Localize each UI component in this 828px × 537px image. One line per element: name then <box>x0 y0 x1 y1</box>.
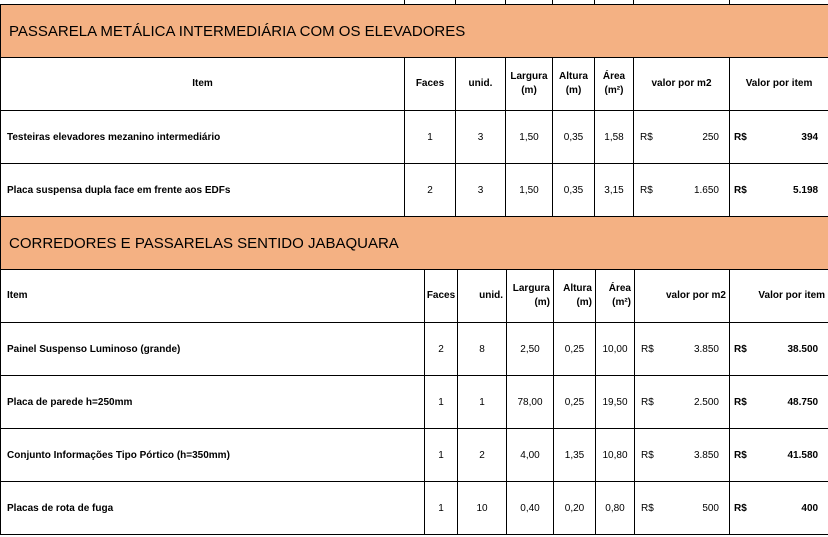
cell-largura[interactable]: 1,50 <box>506 164 553 217</box>
cell-faces[interactable]: 1 <box>425 429 458 482</box>
cell-item[interactable]: Testeiras elevadores mezanino intermediário <box>1 111 405 164</box>
cell-area[interactable]: 0,80 <box>596 482 635 535</box>
cell-altura[interactable]: 0,35 <box>553 111 595 164</box>
cell-currency[interactable]: R$ <box>730 376 760 429</box>
header-altura[interactable]: Altura (m) <box>553 58 595 111</box>
cell-faces[interactable]: 1 <box>425 482 458 535</box>
cell-unid[interactable]: 8 <box>458 323 507 376</box>
cell-item[interactable]: Placas de rota de fuga <box>1 482 425 535</box>
cell-valor-m2[interactable]: 500 <box>665 482 730 535</box>
cell-valor-item[interactable]: 394 <box>760 111 828 164</box>
header-item[interactable]: Item <box>1 58 405 111</box>
table-row <box>1 482 828 535</box>
table-row <box>1 323 828 376</box>
header-area[interactable]: Área (m²) <box>595 58 634 111</box>
cell-valor-m2[interactable]: 3.850 <box>665 429 730 482</box>
cell-altura[interactable]: 0,20 <box>554 482 596 535</box>
table-row <box>1 429 828 482</box>
cell-valor-m2[interactable]: 2.500 <box>665 376 730 429</box>
header-largura[interactable]: Largura (m) <box>507 270 554 323</box>
header-faces[interactable]: Faces <box>425 270 458 323</box>
cell-valor-m2[interactable]: 250 <box>664 111 730 164</box>
cell-unid[interactable]: 3 <box>456 111 506 164</box>
cell-largura[interactable]: 4,00 <box>507 429 554 482</box>
header-valor-m2[interactable]: valor por m2 <box>634 58 730 111</box>
cell-item[interactable]: Painel Suspenso Luminoso (grande) <box>1 323 425 376</box>
section-title[interactable]: CORREDORES E PASSARELAS SENTIDO JABAQUARA <box>1 217 828 270</box>
cell-item[interactable]: Conjunto Informações Tipo Pórtico (h=350mm) <box>1 429 425 482</box>
cell-currency[interactable]: R$ <box>635 429 665 482</box>
cell-altura[interactable]: 1,35 <box>554 429 596 482</box>
section-table-2 <box>0 216 828 535</box>
cell-area[interactable]: 1,58 <box>595 111 634 164</box>
cell-currency[interactable]: R$ <box>730 111 760 164</box>
table-row <box>1 376 828 429</box>
cell-currency[interactable]: R$ <box>634 164 664 217</box>
header-area[interactable]: Área (m²) <box>596 270 635 323</box>
cell-area[interactable]: 10,00 <box>596 323 635 376</box>
cell-valor-m2[interactable]: 3.850 <box>665 323 730 376</box>
cell-currency[interactable]: R$ <box>730 482 760 535</box>
cell-faces[interactable]: 1 <box>425 376 458 429</box>
cell-largura[interactable]: 2,50 <box>507 323 554 376</box>
cell-valor-item[interactable]: 41.580 <box>760 429 828 482</box>
cell-faces[interactable]: 2 <box>405 164 456 217</box>
cell-unid[interactable]: 10 <box>458 482 507 535</box>
cell-largura[interactable]: 1,50 <box>506 111 553 164</box>
table-row <box>1 111 828 164</box>
cell-valor-item[interactable]: 5.198 <box>760 164 828 217</box>
cell-altura[interactable]: 0,35 <box>553 164 595 217</box>
cell-area[interactable]: 10,80 <box>596 429 635 482</box>
header-item[interactable]: Item <box>1 270 425 323</box>
cell-unid[interactable]: 2 <box>458 429 507 482</box>
cell-area[interactable]: 3,15 <box>595 164 634 217</box>
section-table-1 <box>0 4 828 217</box>
cell-currency[interactable]: R$ <box>635 482 665 535</box>
cell-currency[interactable]: R$ <box>730 164 760 217</box>
cell-valor-item[interactable]: 48.750 <box>760 376 828 429</box>
cell-largura[interactable]: 0,40 <box>507 482 554 535</box>
cell-item[interactable]: Placa de parede h=250mm <box>1 376 425 429</box>
cell-currency[interactable]: R$ <box>730 323 760 376</box>
cell-currency[interactable]: R$ <box>635 376 665 429</box>
header-valor-item[interactable]: Valor por item <box>730 58 828 111</box>
cell-valor-m2[interactable]: 1.650 <box>664 164 730 217</box>
cell-unid[interactable]: 3 <box>456 164 506 217</box>
cell-area[interactable]: 19,50 <box>596 376 635 429</box>
cell-currency[interactable]: R$ <box>635 323 665 376</box>
cell-faces[interactable]: 2 <box>425 323 458 376</box>
section-title[interactable]: PASSARELA METÁLICA INTERMEDIÁRIA COM OS ELEVADORES <box>1 5 828 58</box>
header-largura[interactable]: Largura (m) <box>506 58 553 111</box>
cell-currency[interactable]: R$ <box>634 111 664 164</box>
header-faces[interactable]: Faces <box>405 58 456 111</box>
header-altura[interactable]: Altura (m) <box>554 270 596 323</box>
header-valor-item[interactable]: Valor por item <box>730 270 828 323</box>
cell-altura[interactable]: 0,25 <box>554 323 596 376</box>
cell-largura[interactable]: 78,00 <box>507 376 554 429</box>
cell-currency[interactable]: R$ <box>730 429 760 482</box>
cell-unid[interactable]: 1 <box>458 376 507 429</box>
cell-item[interactable]: Placa suspensa dupla face em frente aos EDFs <box>1 164 405 217</box>
cell-faces[interactable]: 1 <box>405 111 456 164</box>
cell-altura[interactable]: 0,25 <box>554 376 596 429</box>
cell-valor-item[interactable]: 400 <box>760 482 828 535</box>
header-unid[interactable]: unid. <box>458 270 507 323</box>
table-row <box>1 164 828 217</box>
cell-valor-item[interactable]: 38.500 <box>760 323 828 376</box>
header-unid[interactable]: unid. <box>456 58 506 111</box>
header-valor-m2[interactable]: valor por m2 <box>635 270 730 323</box>
